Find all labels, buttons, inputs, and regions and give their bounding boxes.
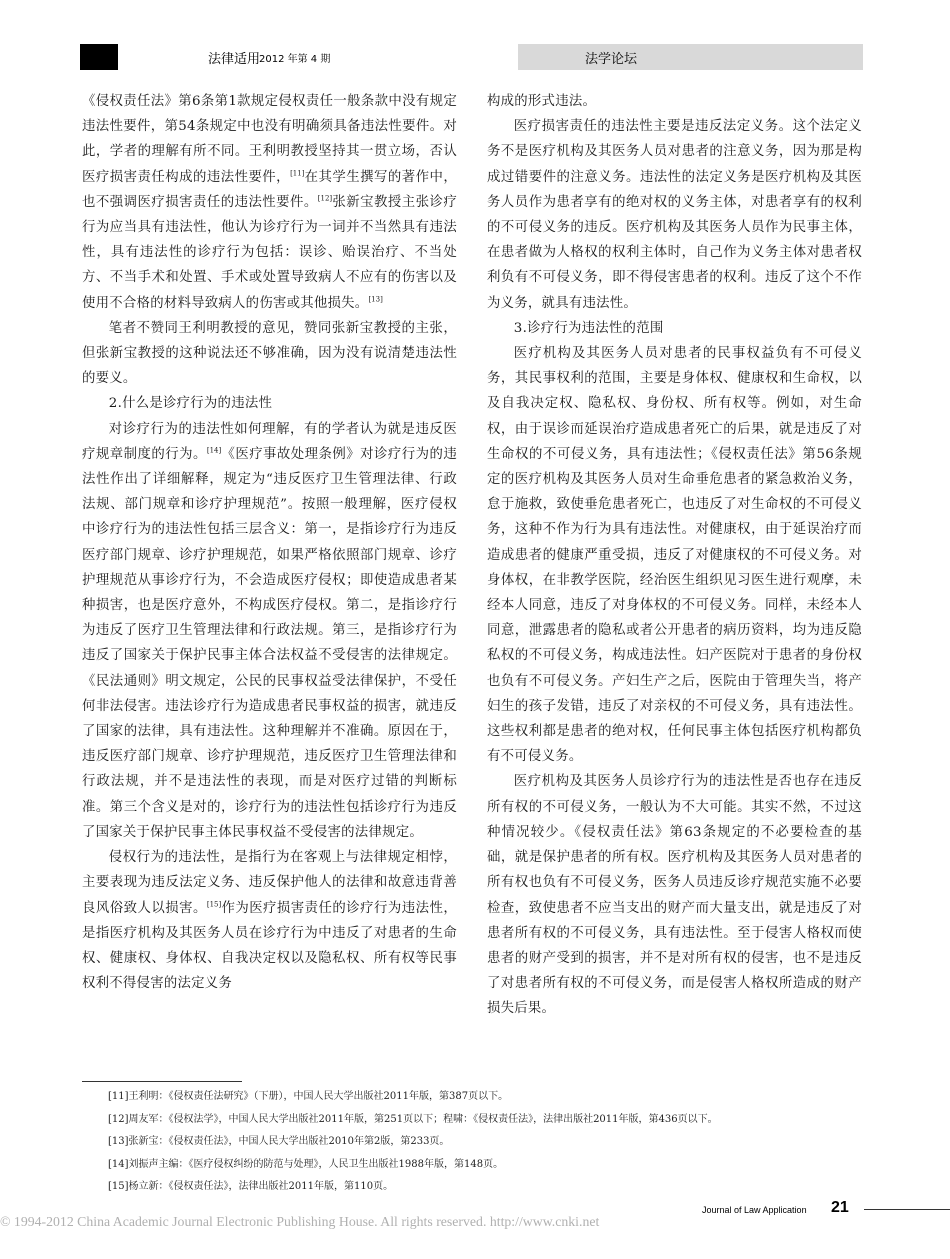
footer-rule <box>864 1209 950 1210</box>
text: 作为医疗损害责任的诊疗行为违法性，是指医疗机构及其医务人员在诊疗行为中违反了对患者的生命权、健康权、身体权、自我决定权以及隐私权、所有权等民事权利不得侵害的法定义务 <box>82 900 458 992</box>
paragraph <box>82 417 457 845</box>
footnote: [15]杨立新：《侵权责任法》，法律出版社2011年版，第110页。 <box>108 1181 394 1193</box>
text: 《侵权责任法》第6条第1款规定侵权责任一般条款中没有规定违法性要件，第54条规定中也没有明确须具备违法性要件。对此，学者的理解有所不同。王利明教授坚持其一贯立场，否认医疗损害责任构成的违法性要件， <box>82 94 457 185</box>
citation-ref: [11] <box>290 169 305 178</box>
paragraph: 医疗机构及其医务人员对患者的民事权益负有不可侵义务，其民事权利的范围，主要是身体权、健康权和生命权，以及自我决定权、隐私权、身份权、所有权等。例如，对生命权，由于误诊而延误治疗造成患者死亡的后果，就是违反了对生命权的不可侵义务，具有违法性；《侵权责任法》第56条规定的医疗机构及其医务人员对生命垂危患者的紧急救治义务，怠于施救，致使垂危患者死亡，也违反了对生命权的不可侵义务，这种不作为行为具有违法性。对健康权，由于延误治疗而造成患者的健康严重受损，违反了对健康权的不可侵义务。对身体权，在非教学医院，经治医生组织见习医生进行观摩，未经本人同意，违反了对身体权的不可侵义务。同样，未经本人同意，泄露患者的隐私或者公开患者的病历资料，均为违反隐私权的不可侵义务，构成违法性。妇产医院对于患者的身份权也负有不可侵义务。产妇生产之后，医院由于管理失当，将产妇生的孩子发错，违反了对亲权的不可侵义务，具有违法性。这些权利都是患者的绝对权，任何民事主体包括医疗机构都负有不可侵义务。 <box>487 346 862 765</box>
header-black-block <box>80 44 118 70</box>
footnote: [11]王利明：《侵权责任法研究》（下册），中国人民大学出版社2011年版，第387页以下。 <box>108 1091 509 1102</box>
text: 侵权行为的违法性，是指行为在客观上与法律规定相悖，主要表现为违反法定义务、违反保护他人的法律和故意违背善良风俗致人以损害。 <box>82 850 457 916</box>
page-header <box>80 44 863 70</box>
citation-ref: [12] <box>317 194 333 203</box>
paragraph: 构成的形式违法。 <box>487 94 597 109</box>
header-section: 法学论坛 <box>585 52 638 67</box>
section-heading: 3.诊疗行为违法性的范围 <box>513 320 664 336</box>
copyright-watermark: © 1994-2012 China Academic Journal Electronic Publishing House. All rights reserved. http://www.cnki.net <box>0 1214 600 1229</box>
header-issue: 2012 年第 4 期 <box>259 54 331 65</box>
left-column <box>82 89 457 996</box>
right-column <box>487 89 862 1022</box>
header-right-panel <box>518 44 863 70</box>
header-journal-name: 法律适用 <box>208 52 261 67</box>
citation-ref: [14] <box>206 446 222 455</box>
paragraph <box>82 845 457 996</box>
text: 对诊疗行为的违法性如何理解，有的学者认为就是违反医疗规章制度的行为。 <box>82 421 457 462</box>
text: 《医疗事故处理条例》对诊疗行为的违法性作出了详细解释，规定为“违反医疗卫生管理法律、行政法规、部门规章和诊疗护理规范”。按照一般理解，医疗侵权中诊疗行为的违法性包括三层含义：第一，是指诊疗行为违反医疗部门规章、诊疗护理规范，如果严格依照部门规章、诊疗护理规范从事诊疗行为，不会造成医疗侵权；即使造成患者某种损害，也是医疗意外，不构成医疗侵权。第二，是指诊疗行为违反了医疗卫生管理法律和行政法规。第三，是指诊疗行为违反了国家关于保护民事主体合法权益不受侵害的法律规定。《民法通则》明文规定，公民的民事权益受法律保护，不受任何非法侵害。违法诊疗行为造成患者民事权益的损害，就违反了国家的法律，具有违法性。这种理解并不准确。原因在于，违反医疗部门规章、诊疗护理规范，违反医疗卫生管理法律和行政法规，并不是违法性的表现，而是对医疗过错的判断标准。第三个含义是对的，诊疗行为的违法性包括诊疗行为违反了国家关于保护民事主体民事权益不受侵害的法律规定。 <box>82 446 458 840</box>
paragraph <box>82 89 457 316</box>
paragraph: 医疗损害责任的违法性主要是违反法定义务。这个法定义务不是医疗机构及其医务人员对患者的注意义务，因为那是构成过错要件的注意义务。违法性的法定义务是医疗机构及其医务人员作为患者享有的绝对权的义务主体，对患者享有的权利的不可侵义务的违反。医疗机构及其医务人员作为民事主体，在患者做为人格权的权利主体时，自己作为义务主体对患者权利负有不可侵义务，即不得侵害患者的权利。违反了这个不作为义务，就具有违法性。 <box>487 119 862 311</box>
page-number: 21 <box>831 1199 849 1216</box>
paragraph: 笔者不赞同王利明教授的意见，赞同张新宝教授的主张，但张新宝教授的这种说法还不够准确，因为没有说清楚违法性的要义。 <box>82 320 457 387</box>
citation-ref: [15] <box>206 900 222 909</box>
paragraph: 医疗机构及其医务人员诊疗行为的违法性是否也存在违反所有权的不可侵义务，一般认为不大可能。其实不然，不过这种情况较少。《侵权责任法》第63条规定的不必要检查的基础，就是保护患者的所有权。医疗机构及其医务人员对患者的所有权也负有不可侵义务，医务人员违反诊疗规范实施不必要检查，致使患者不应当支出的财产而大量支出，就是违反了对患者所有权的不可侵义务，具有违法性。至于侵害人格权而使患者的财产受到的损害，并不是对所有权的侵害，也不是违反了对患者所有权的不可侵义务，而是侵害人格权所造成的财产损失后果。 <box>487 774 862 1017</box>
text: 在其学生撰写的著作中，也不强调医疗损害责任的违法性要件。 <box>82 169 458 210</box>
section-heading: 2.什么是诊疗行为的违法性 <box>108 396 273 412</box>
footnote: [12]周友军：《侵权法学》，中国人民大学出版社2011年版，第251页以下；程啸：《侵权责任法》，法律出版社2011年版，第436页以下。 <box>108 1113 718 1125</box>
citation-ref: [13] <box>368 295 383 304</box>
footnotes <box>108 1086 868 1199</box>
footnote: [13]张新宝：《侵权责任法》，中国人民大学出版社2010年第2版，第233页。 <box>108 1136 450 1148</box>
text: 张新宝教授主张诊疗行为应当具有违法性，他认为诊疗行为一词并不当然具有违法性，具有违法性的诊疗行为包括：误诊、贻误治疗、不当处方、不当手术和处置、手术或处置导致病人不应有的伤害以及使用不合格的材料导致病人的伤害或其他损失。 <box>82 194 458 311</box>
footnote: [14]刘振声主编：《医疗侵权纠纷的防范与处理》，人民卫生出版社1988年版，第148页。 <box>108 1158 504 1170</box>
footer-journal-title: Journal of Law Application <box>702 1205 807 1215</box>
footnote-divider <box>82 1081 242 1082</box>
